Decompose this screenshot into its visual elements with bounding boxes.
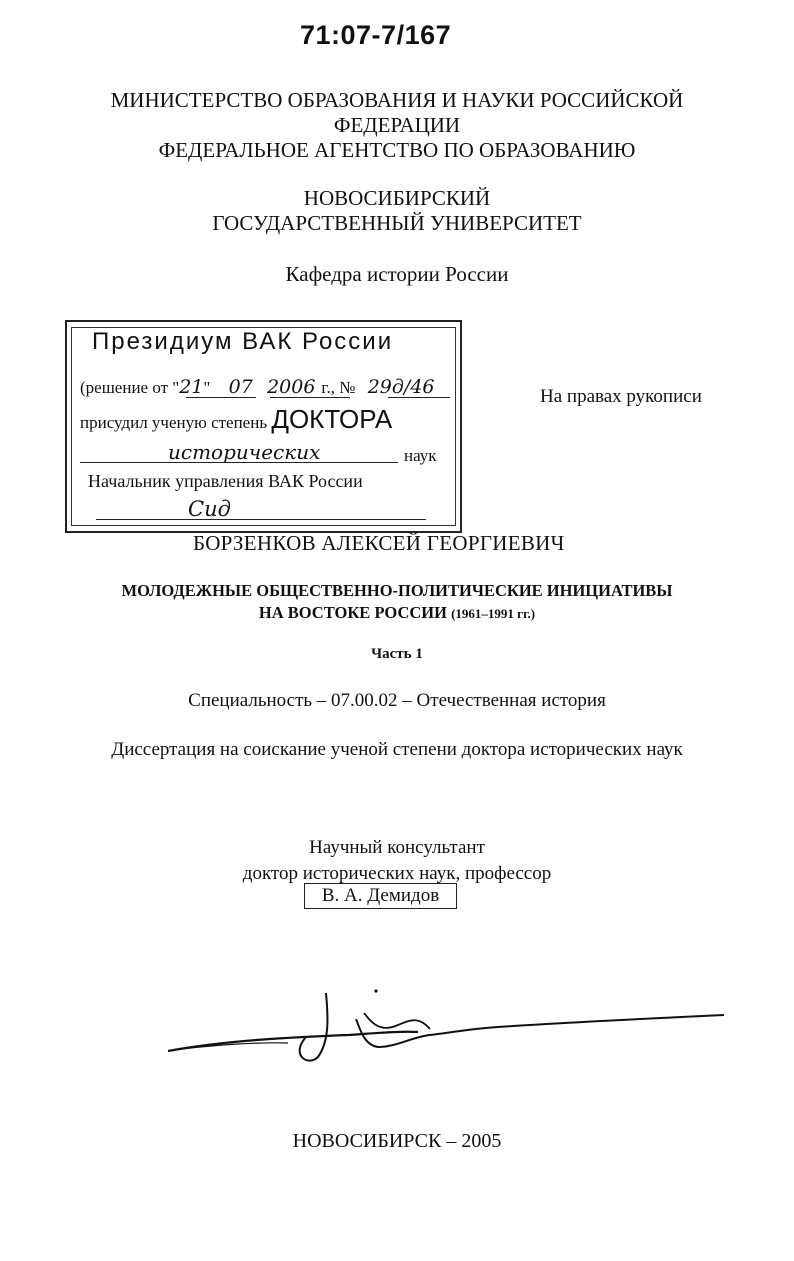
decision-prefix: (решение от ": [80, 378, 180, 397]
decision-day: 21: [179, 376, 204, 398]
stamp-title: Президиум ВАК России: [92, 328, 394, 355]
year-underline: [270, 397, 350, 398]
university-line2: ГОСУДАРСТВЕННЫЙ УНИВЕРСИТЕТ: [212, 211, 582, 235]
field-underline: [80, 462, 398, 463]
agency-line: ФЕДЕРАЛЬНОЕ АГЕНТСТВО ПО ОБРАЗОВАНИЮ: [158, 138, 636, 162]
thesis-title: [0, 580, 794, 625]
ministry-line1: МИНИСТЕРСТВО ОБРАЗОВАНИЯ И НАУКИ РОССИЙСКОЙ: [110, 88, 684, 112]
degree-word: ДОКТОРА: [271, 404, 393, 434]
stamp-decision-line: (решение от "21" 07 2006 г., № 29д/46: [80, 376, 435, 398]
advisor-name: В. А. Демидов: [304, 883, 457, 909]
advisor-degree: доктор исторических наук, профессор: [242, 863, 552, 884]
awarded-prefix: присудил ученую степень: [80, 413, 268, 432]
city-year: НОВОСИБИРСК – 2005: [292, 1130, 502, 1152]
decision-number: 29д/46: [367, 376, 435, 398]
university-block: [0, 186, 794, 236]
document-code: 71:07-7/167: [300, 20, 452, 50]
title-line1: МОЛОДЕЖНЫЕ ОБЩЕСТВЕННО-ПОЛИТИЧЕСКИЕ ИНИЦИАТИВЫ: [121, 581, 673, 600]
part-label: Часть 1: [371, 646, 423, 662]
advisor-block: [0, 835, 794, 887]
advisor-label: Научный консультант: [309, 837, 485, 858]
chief-label: Начальник управления ВАК России: [88, 471, 363, 491]
signature-underline: [96, 519, 426, 520]
number-underline: [388, 397, 450, 398]
title-line2: НА ВОСТОКЕ РОССИИ: [258, 603, 447, 622]
signature-icon: [168, 985, 728, 1075]
header-block: [0, 88, 794, 163]
field-suffix: наук: [404, 446, 437, 465]
rights-note: На правах рукописи: [540, 386, 702, 407]
decision-year: 2006: [267, 376, 316, 398]
dissertation-line: Диссертация на соискание ученой степени доктора исторических наук: [111, 739, 683, 760]
field-handwritten: исторических: [168, 440, 321, 464]
department: Кафедра истории России: [285, 262, 509, 286]
day-underline: [186, 397, 256, 398]
decision-month: 07: [228, 376, 253, 398]
ministry-line2: ФЕДЕРАЦИИ: [333, 113, 461, 137]
decision-year-suffix: г., №: [321, 378, 356, 397]
university-line1: НОВОСИБИРСКИЙ: [303, 186, 491, 210]
author-name: БОРЗЕНКОВ АЛЕКСЕЙ ГЕОРГИЕВИЧ: [193, 531, 565, 555]
stamp-signature: Сид: [188, 497, 231, 521]
title-years: (1961–1991 гг.): [451, 606, 536, 621]
stamp-degree-line: [80, 404, 392, 435]
specialty: Специальность – 07.00.02 – Отечественная история: [188, 690, 606, 711]
